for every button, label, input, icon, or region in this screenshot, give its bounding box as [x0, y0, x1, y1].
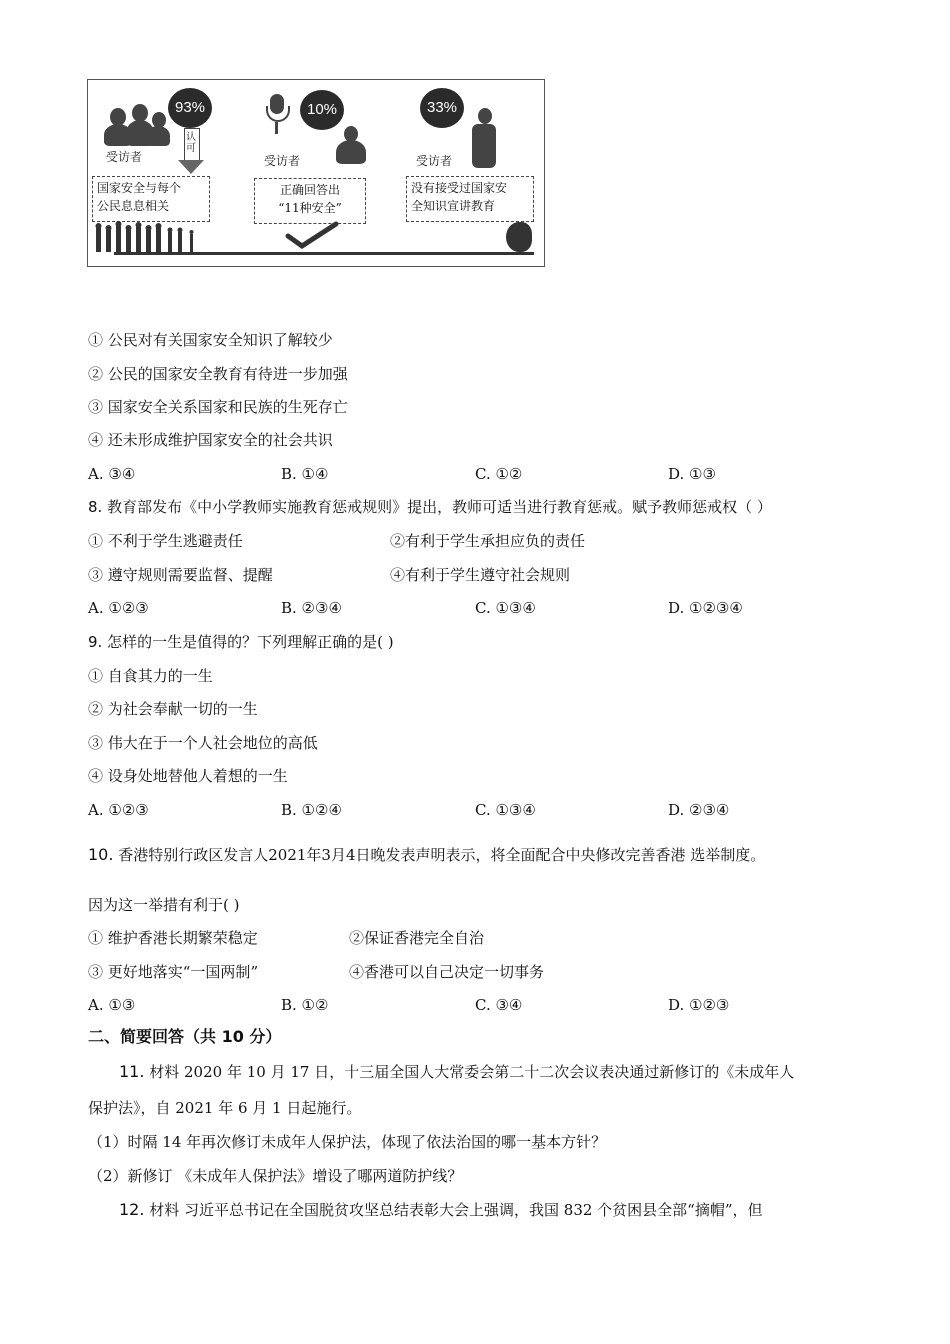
q10-stem-continued: 因为这一举措有利于( ) [88, 896, 240, 914]
q8-item-4: ④有利于学生遵守社会规则 [390, 566, 571, 584]
question-stem: 香港特别行政区发言人2021年3月4日晚发表声明表示，将全面配合中央修改完善香港 选举制度。 [118, 846, 766, 864]
q10-item-1: ① 维护香港长期繁荣稳定 [88, 929, 258, 947]
q8-item-2: ②有利于学生承担应负的责任 [390, 532, 586, 550]
q10-option-c[interactable]: C. ③④ [475, 996, 523, 1014]
survey-group-2 [248, 80, 398, 268]
percent-label: 33% [426, 99, 458, 116]
q10-item-3: ③ 更好地落实“一国两制” [88, 963, 259, 981]
q9-option-d[interactable]: D. ②③④ [668, 801, 730, 819]
q10-item-4: ④香港可以自己决定一切事务 [349, 963, 545, 981]
q12-material-line1 [119, 1200, 763, 1220]
survey-group-3 [404, 80, 544, 268]
fact-box-line: 公民息息相关 [97, 199, 170, 213]
q7-item-3: ③ 国家安全关系国家和民族的生死存亡 [88, 398, 348, 416]
percent-bubble [420, 88, 464, 128]
q9-stem [88, 632, 394, 652]
people-silhouette-icon [146, 126, 170, 146]
visitor-label: 受访者 [106, 150, 143, 164]
q9-item-1: ① 自食其力的一生 [88, 667, 213, 685]
q11-material-line2: 保护法》，自 2021 年 6 月 1 日起施行。 [88, 1099, 362, 1117]
microphone-stand-icon [275, 122, 278, 134]
q8-option-b[interactable]: B. ②③④ [281, 599, 342, 617]
fact-box [254, 178, 366, 224]
q7-option-b[interactable]: B. ①④ [281, 465, 329, 483]
q8-option-c[interactable]: C. ①③④ [475, 599, 536, 617]
q8-item-3: ③ 遵守规则需要监督、提醒 [88, 566, 273, 584]
question-number: 11. [119, 1062, 145, 1081]
arrow-head-icon [178, 160, 204, 174]
percent-label: 10% [306, 101, 338, 118]
fact-box-line: 全知识宣讲教育 [411, 199, 496, 213]
survey-figure [87, 79, 545, 267]
fact-box [92, 176, 210, 222]
q9-item-4: ④ 设身处地替他人着想的一生 [88, 767, 288, 785]
people-silhouette-icon [336, 140, 366, 164]
speaker-silhouette-icon [478, 108, 492, 124]
q9-option-a[interactable]: A. ①②③ [88, 801, 149, 819]
q7-option-a[interactable]: A. ③④ [88, 465, 136, 483]
material-text: 材料 2020 年 10 月 17 日，十三届全国人大常委会第二十二次会议表决通过新修订的《未成年人 [149, 1063, 795, 1081]
fact-box-line: “11种安全” [278, 201, 342, 215]
question-number: 9. [88, 633, 103, 651]
speaker-silhouette-icon [472, 124, 496, 168]
question-stem: 教育部发布《中小学教师实施教育惩戒规则》提出，教师可适当进行教育惩戒。赋予教师惩戒权（ ） [107, 498, 772, 516]
q10-option-b[interactable]: B. ①② [281, 996, 329, 1014]
q10-stem [88, 845, 765, 865]
percent-bubble [168, 88, 212, 128]
q11-material-line1 [119, 1062, 794, 1082]
approve-label: 认可 [186, 132, 196, 154]
checkmark-icon [284, 220, 340, 250]
q7-option-d[interactable]: D. ①③ [668, 465, 716, 483]
q8-item-1: ① 不利于学生逃避责任 [88, 532, 243, 550]
section-heading: 二、简要回答（共 10 分） [88, 1027, 282, 1046]
question-number: 10. [88, 845, 114, 864]
q10-item-2: ②保证香港完全自治 [349, 929, 485, 947]
material-text: 材料 习近平总书记在全国脱贫攻坚总结表彰大会上强调，我国 832 个贫困县全部“摘帽”，但 [149, 1201, 763, 1219]
q10-option-a[interactable]: A. ①③ [88, 996, 136, 1014]
q7-item-2: ② 公民的国家安全教育有待进一步加强 [88, 365, 348, 383]
q7-item-1: ① 公民对有关国家安全知识了解较少 [88, 331, 333, 349]
visitor-label: 受访者 [264, 154, 301, 168]
q9-item-2: ② 为社会奉献一切的一生 [88, 700, 258, 718]
q8-option-a[interactable]: A. ①②③ [88, 599, 149, 617]
fact-box-line: 正确回答出 [279, 183, 340, 197]
fact-box-line: 没有接受过国家安 [411, 181, 508, 195]
visitor-label: 受访者 [416, 154, 453, 168]
percent-bubble [300, 90, 344, 130]
q7-option-c[interactable]: C. ①② [475, 465, 523, 483]
fact-box-line: 国家安全与每个 [97, 181, 182, 195]
fact-box [406, 176, 534, 222]
q8-option-d[interactable]: D. ①②③④ [668, 599, 743, 617]
q11-subquestion-2: （2）新修订 《未成年人保护法》增设了哪两道防护线？ [88, 1167, 463, 1185]
q10-option-d[interactable]: D. ①②③ [668, 996, 730, 1014]
q9-item-3: ③ 伟大在于一个人社会地位的高低 [88, 734, 318, 752]
q8-stem [88, 497, 772, 517]
q9-option-c[interactable]: C. ①③④ [475, 801, 536, 819]
q11-subquestion-1: （1）时隔 14 年再次修订未成年人保护法，体现了依法治国的哪一基本方针？ [88, 1133, 607, 1151]
q9-option-b[interactable]: B. ①②④ [281, 801, 342, 819]
crowd-silhouette-icon [94, 220, 204, 252]
question-number: 8. [88, 498, 103, 516]
question-number: 12. [119, 1200, 145, 1219]
percent-label: 93% [174, 99, 206, 116]
question-stem: 怎样的一生是值得的？下列理解正确的是( ) [107, 633, 394, 651]
baseline-divider [114, 252, 534, 255]
q7-item-4: ④ 还未形成维护国家安全的社会共识 [88, 431, 333, 449]
head-profile-icon [506, 222, 532, 252]
microphone-stand-icon [266, 106, 290, 122]
